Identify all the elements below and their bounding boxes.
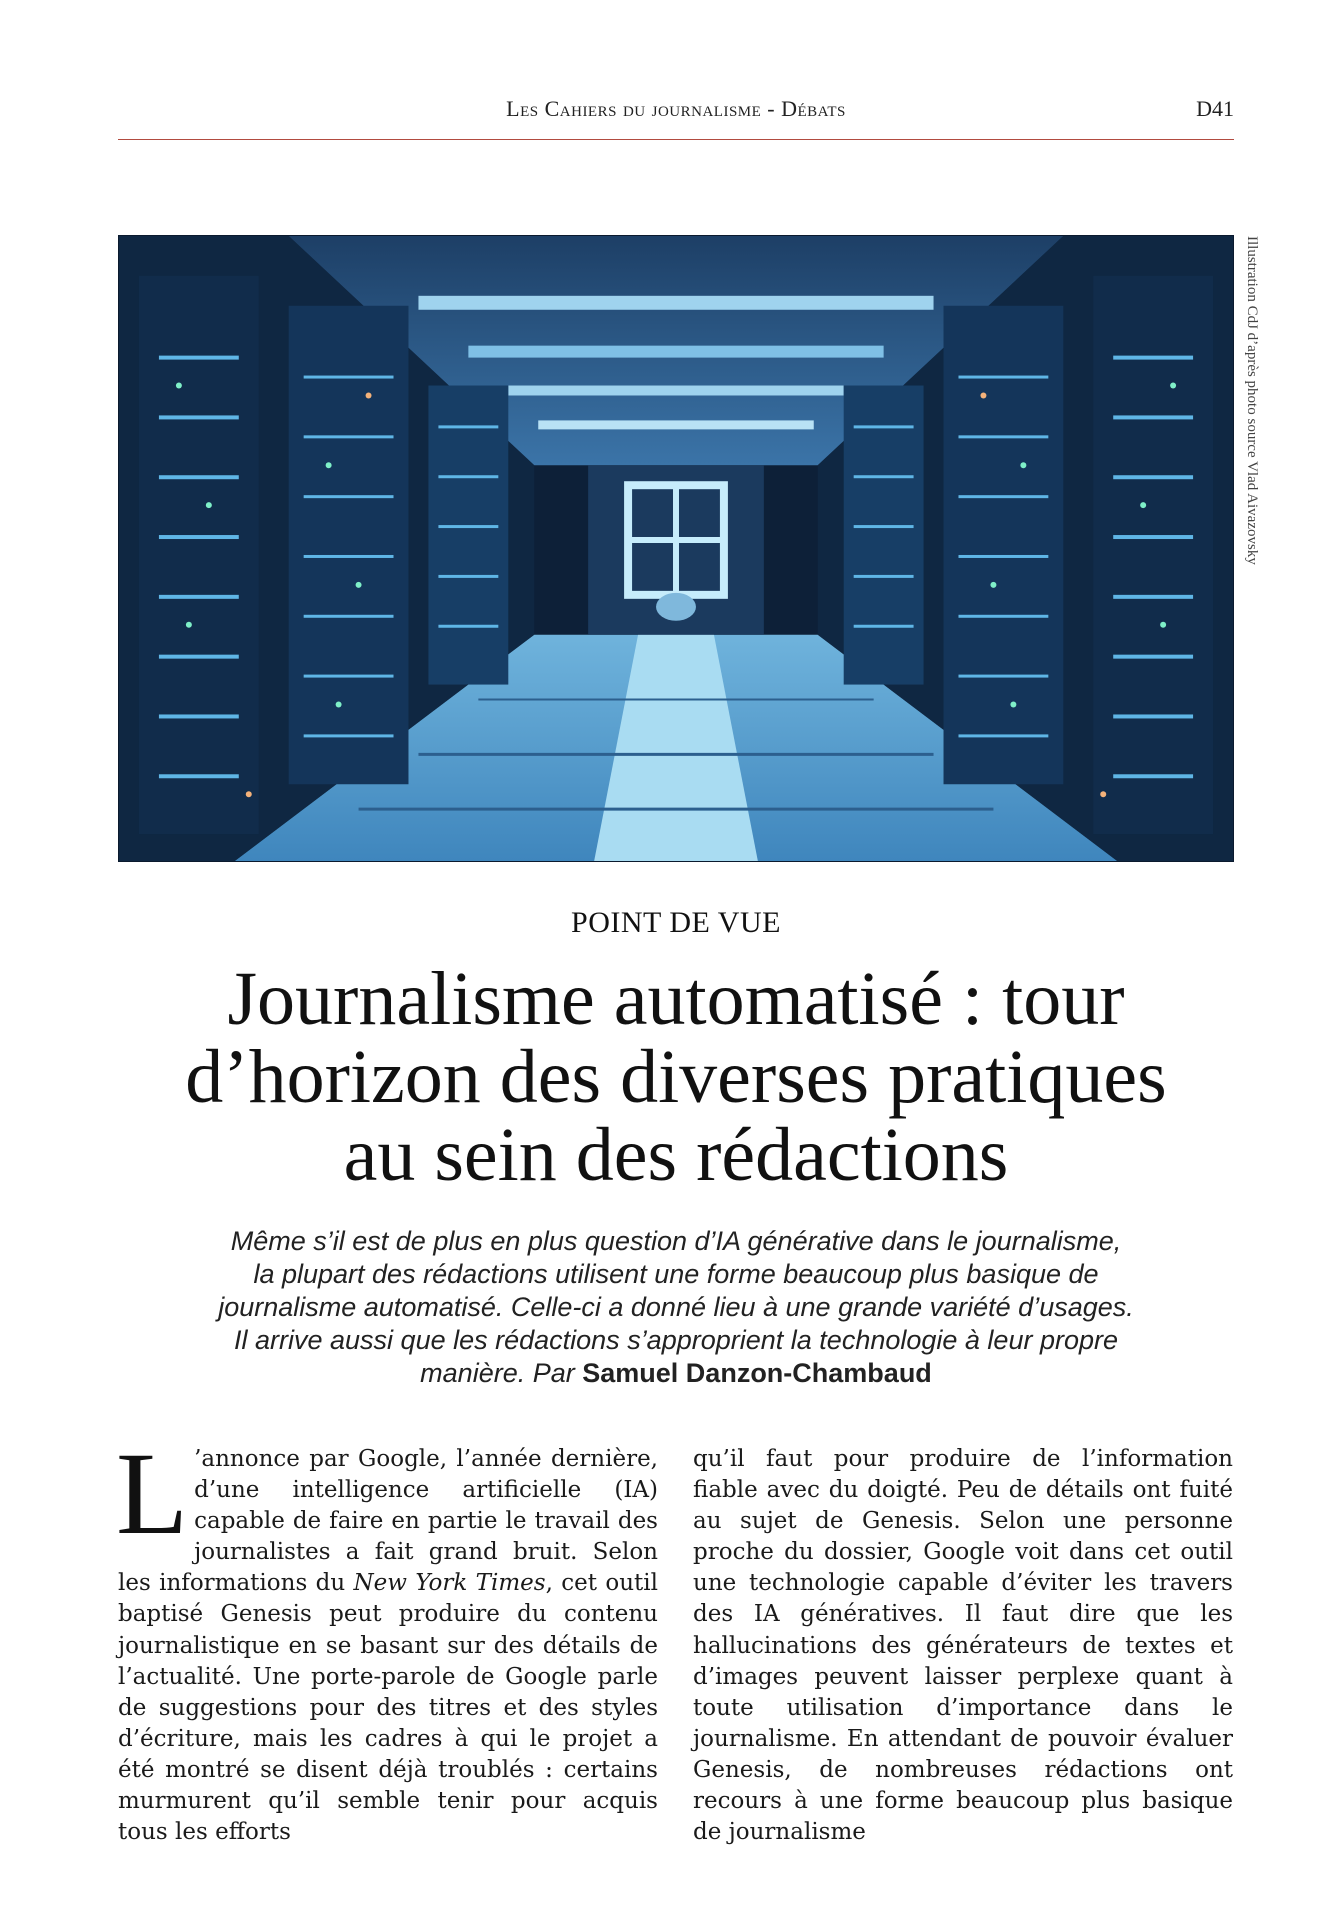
photo-credit-text: Illustration CdJ d’après photo source Vlad Aivazovsky bbox=[1244, 236, 1260, 565]
running-header bbox=[118, 96, 1234, 140]
article-headline bbox=[118, 957, 1234, 1197]
section-kicker: POINT DE VUE bbox=[571, 906, 781, 939]
headline-line: au sein des rédactions bbox=[343, 1113, 1009, 1197]
publication-title: New York Times bbox=[353, 1570, 546, 1597]
page-number: D41 bbox=[1196, 96, 1234, 121]
headline-line: Journalisme automatisé : tour bbox=[227, 957, 1125, 1041]
body-paragraph bbox=[116, 1428, 658, 1848]
standfirst-line: journalisme automatisé. Celle-ci a donné lieu à une grande variété d’usages. bbox=[218, 1292, 1134, 1322]
standfirst-line: Même s’il est de plus en plus question d’IA générative dans le journalisme, bbox=[230, 1226, 1122, 1256]
body-column-left bbox=[116, 1428, 658, 1848]
byline-author: Samuel Danzon-Chambaud bbox=[582, 1358, 932, 1388]
body-text: ’annonce par Google, l’année dernière, d’une intelligence artificielle (IA) capable de faire en partie le travail des journalistes a fait grand bruit. Selon les informations du bbox=[118, 1446, 658, 1597]
standfirst-line: la plupart des rédactions utilisent une forme beaucoup plus basique de bbox=[253, 1259, 1099, 1289]
standfirst-line: Il arrive aussi que les rédactions s’approprient la technologie à leur propre bbox=[234, 1325, 1118, 1355]
drop-cap: L bbox=[116, 1428, 189, 1559]
server-room-illustration bbox=[118, 235, 1234, 862]
byline-prefix: manière. Par bbox=[420, 1358, 575, 1388]
article-standfirst bbox=[130, 1225, 1222, 1390]
headline-line: d’horizon des diverses pratiques bbox=[185, 1035, 1167, 1119]
body-text: , cet outil baptisé Genesis peut produire du contenu journalistique en se basant sur des détails de l’actualité. Une porte-parole de Google parle de suggestions pour des titres et des styles d’écriture, mais les cadres à qui le projet a été montré se disent déjà troublés : certains murmurent qu’il semble tenir pour acquis tous les efforts bbox=[118, 1570, 658, 1846]
body-paragraph: qu’il faut pour produire de l’information fiable avec du doigté. Peu de détails ont fuité au sujet de Genesis. Selon une personne proche du dossier, Google voit dans cet outil une technologie capable d’éviter les travers des IA génératives. Il faut dire que les hallucinations des générateurs de textes et d’images peuvent laisser perplexe quant à toute utilisation d’importance dans le journalisme. En attendant de pouvoir évaluer Genesis, de nombreuses rédactions ont recours à une forme beaucoup plus basique de journalisme bbox=[693, 1446, 1233, 1846]
running-title: Les Cahiers du journalisme - Débats bbox=[506, 96, 846, 121]
body-column-right bbox=[693, 1444, 1233, 1848]
photo-credit bbox=[1238, 236, 1260, 676]
server-room-icon bbox=[119, 236, 1233, 861]
